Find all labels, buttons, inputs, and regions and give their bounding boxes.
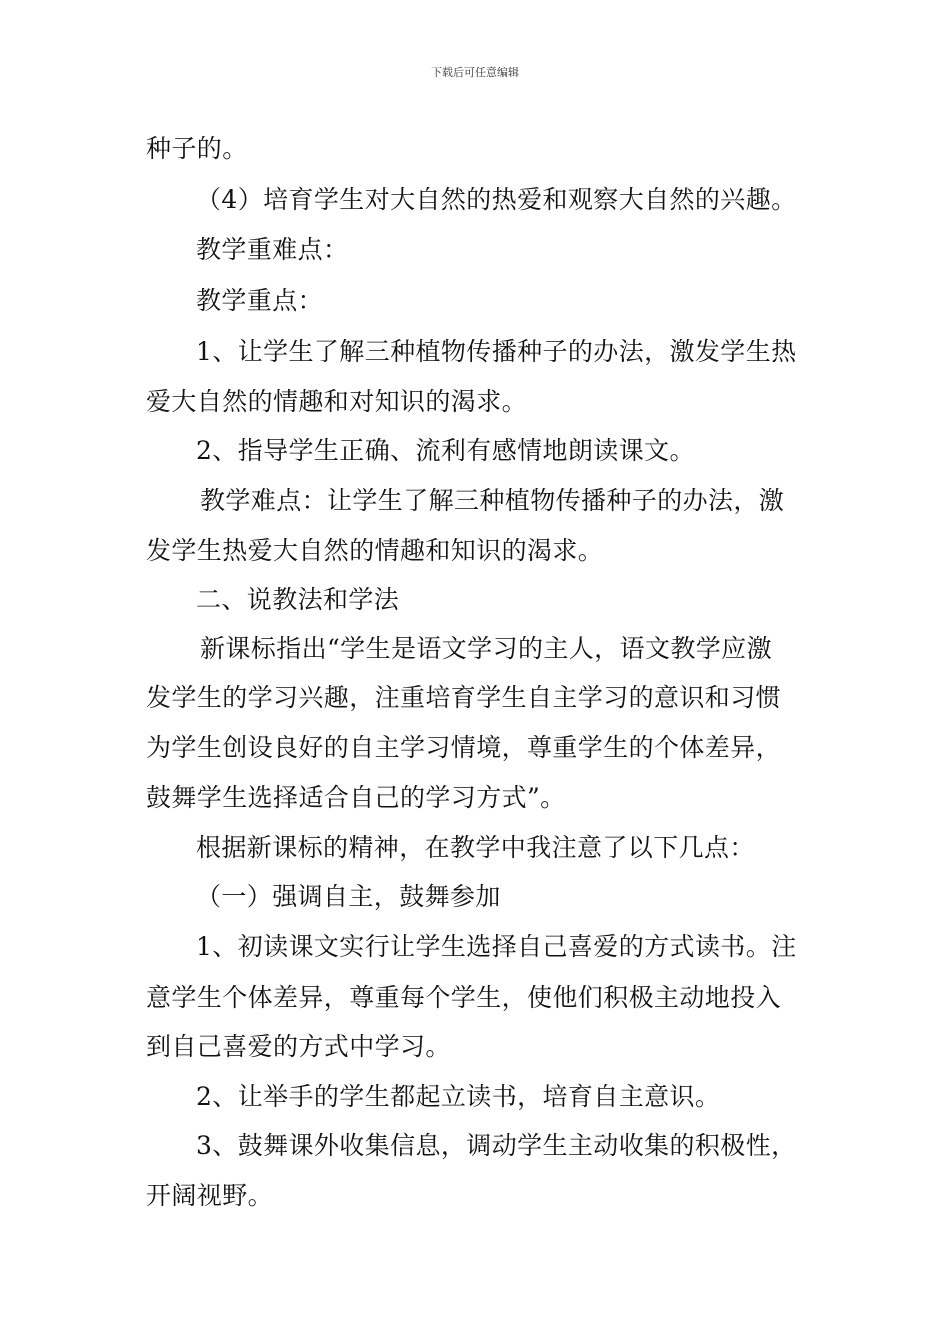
text-line: 2、让举手的学生都起立读书，培育自主意识。 <box>196 1082 721 1111</box>
text-line: 2、指导学生正确、流利有感情地朗读课文。 <box>196 436 695 465</box>
text-line: 新课标指出“学生是语文学习的主人，语文教学应激 <box>200 634 772 663</box>
text-line: 到自己喜爱的方式中学习。 <box>146 1032 451 1061</box>
text-line: 发学生的学习兴趣，注重培育学生自主学习的意识和习惯 <box>146 683 782 712</box>
text-line: 1、让学生了解三种植物传播种子的办法，激发学生热 <box>196 337 797 366</box>
text-line: 开阔视野。 <box>146 1181 274 1210</box>
text-line: 二、说教法和学法 <box>196 585 400 614</box>
text-line: 3、鼓舞课外收集信息，调动学生主动收集的积极性， <box>196 1131 797 1160</box>
text-line: 发学生热爱大自然的情趣和知识的渴求。 <box>146 536 604 565</box>
page-header: 下载后可任意编辑 <box>431 66 519 79</box>
text-line: 教学难点：让学生了解三种植物传播种子的办法，激 <box>200 486 785 515</box>
text-line: 根据新课标的精神，在教学中我注意了以下几点： <box>196 833 755 862</box>
text-line: 爱大自然的情趣和对知识的渴求。 <box>146 387 528 416</box>
text-line: 意学生个体差异，尊重每个学生，使他们积极主动地投入 <box>146 983 782 1012</box>
text-line: 1、初读课文实行让学生选择自己喜爱的方式读书。注 <box>196 932 797 961</box>
text-line: 教学重难点： <box>196 235 349 264</box>
text-line: 教学重点： <box>196 286 324 315</box>
text-line: 鼓舞学生选择适合自己的学习方式”。 <box>146 783 566 812</box>
text-line: （一）强调自主，鼓舞参加 <box>196 882 501 911</box>
text-line: 种子的。 <box>146 134 248 163</box>
text-line: 为学生创设良好的自主学习情境，尊重学生的个体差异， <box>146 733 782 762</box>
text-line: （4）培育学生对大自然的热爱和观察大自然的兴趣。 <box>196 185 797 214</box>
